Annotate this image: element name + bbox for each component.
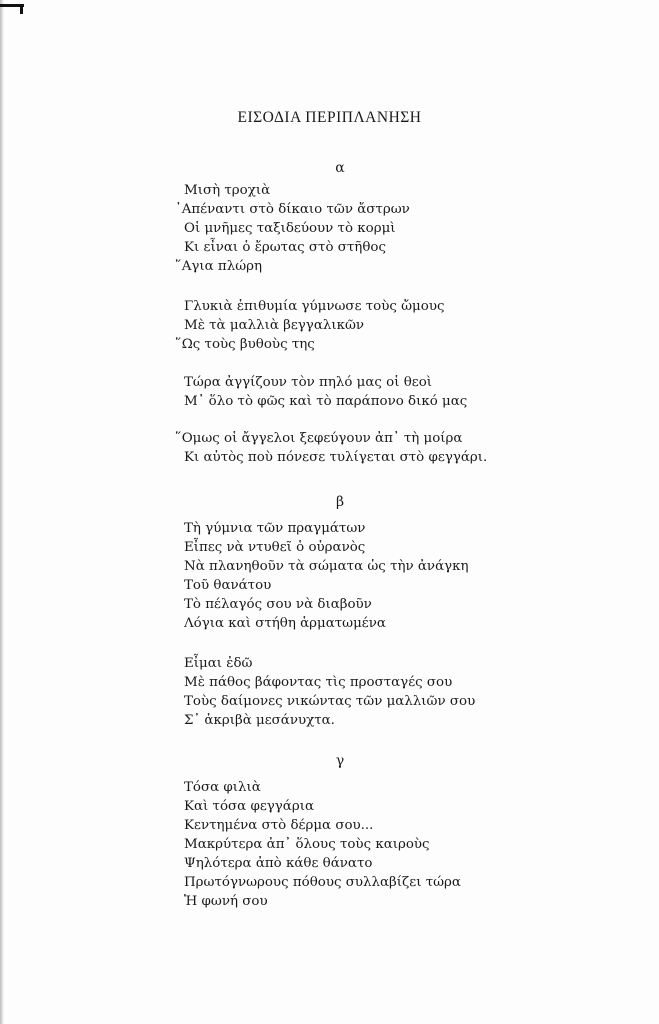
verse-line: Τώρα ἀγγίζουν τὸν πηλό μας οἱ θεοὶ bbox=[184, 375, 433, 390]
verse-line: Μὲ τὰ μαλλιὰ βεγγαλικῶν bbox=[184, 318, 365, 333]
verse-line: Μ᾿ ὅλο τὸ φῶς καὶ τὸ παράπονο δικό μας bbox=[184, 394, 468, 409]
verse-line: Εἶπες νὰ ντυθεῖ ὁ οὐρανὸς bbox=[184, 540, 366, 555]
verse-line: Κι εἶναι ὁ ἔρωτας στὸ στῆθος bbox=[184, 240, 386, 255]
verse-line: Κεντημένα στὸ δέρμα σου... bbox=[184, 818, 374, 833]
verse-line: Γλυκιὰ ἐπιθυμία γύμνωσε τοὺς ὤμους bbox=[184, 299, 445, 314]
verse-line: Καὶ τόσα φεγγάρια bbox=[184, 799, 314, 814]
section-letter-beta: β bbox=[335, 494, 345, 510]
verse-line: ῞Αγια πλώρη bbox=[175, 259, 263, 274]
verse-line: Τὸ πέλαγός σου νὰ διαβοῦν bbox=[184, 597, 372, 612]
verse-line: Μακρύτερα ἀπ᾿ ὅλους τοὺς καιροὺς bbox=[184, 837, 430, 852]
crop-mark-tick bbox=[20, 4, 23, 14]
verse-line: Νὰ πλανηθοῦν τὰ σώματα ὡς τὴν ἀνάγκη bbox=[184, 559, 469, 574]
stanza-c1 bbox=[184, 778, 461, 911]
stanza-a1 bbox=[175, 181, 410, 276]
verse-line: Σ᾿ ἀκριβὰ μεσάνυχτα. bbox=[184, 713, 335, 728]
stanza-a3 bbox=[184, 373, 467, 411]
verse-line: ῞Ομως οἱ ἄγγελοι ξεφεύγουν ἀπ᾿ τὴ μοίρα bbox=[175, 431, 463, 446]
verse-line: Τόσα φιλιὰ bbox=[184, 780, 261, 795]
verse-line: ῞Ως τοὺς βυθοὺς της bbox=[175, 337, 315, 352]
verse-line: Οἱ μνῆμες ταξιδεύουν τὸ κορμὶ bbox=[184, 221, 396, 236]
stanza-b1 bbox=[184, 519, 469, 633]
verse-line: Τὴ γύμνια τῶν πραγμάτων bbox=[184, 521, 366, 536]
verse-line: Μὲ πάθος βάφοντας τὶς προσταγές σου bbox=[184, 675, 453, 690]
section-letter-gamma: γ bbox=[335, 753, 345, 769]
section-letter-alpha: α bbox=[335, 160, 345, 176]
verse-line: Κι αὐτὸς ποὺ πόνεσε τυλίγεται στὸ φεγγάρι. bbox=[184, 450, 488, 465]
stanza-b2 bbox=[184, 654, 475, 730]
verse-line: Ἡ φωνή σου bbox=[184, 894, 268, 909]
verse-line: Λόγια καὶ στήθη ἁρματωμένα bbox=[184, 616, 386, 631]
page-edge-shadow bbox=[0, 0, 4, 1024]
verse-line: Ψηλότερα ἀπὸ κάθε θάνατο bbox=[184, 856, 373, 871]
verse-line: ᾿Απέναντι στὸ δίκαιο τῶν ἄστρων bbox=[175, 202, 410, 217]
verse-line: Εἶμαι ἐδῶ bbox=[184, 656, 253, 671]
verse-line: Τοὺς δαίμονες νικώντας τῶν μαλλιῶν σου bbox=[184, 694, 476, 709]
verse-line: Μισὴ τροχιὰ bbox=[184, 183, 271, 198]
verse-line: Τοῦ θανάτου bbox=[184, 578, 272, 593]
stanza-a4 bbox=[175, 429, 488, 467]
poem-title: ΕΙΣΟΔΙΑ ΠΕΡΙΠΛΑΝΗΣΗ bbox=[237, 109, 422, 126]
stanza-a2 bbox=[175, 297, 445, 354]
verse-line: Πρωτόγνωρους πόθους συλλαβίζει τώρα bbox=[184, 875, 461, 890]
